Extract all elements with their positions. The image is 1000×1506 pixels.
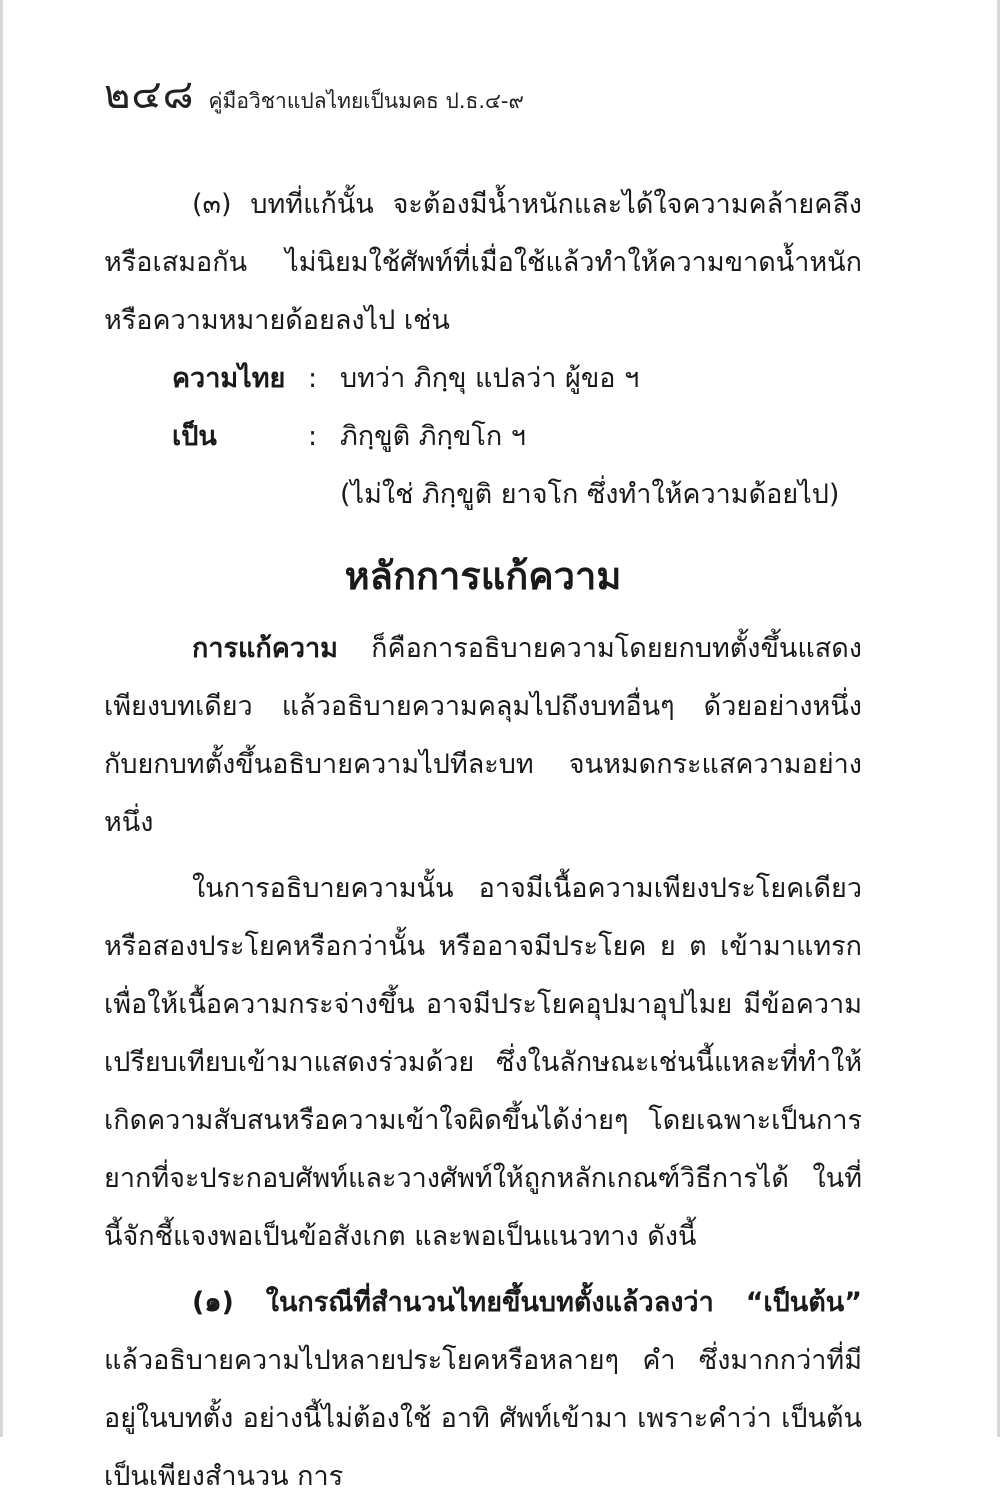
case-1-rule: (๑) ในกรณีที่สำนวนไทยขึ้นบทตั้งแล้วลงว่า “เป็นต้น” (192, 1287, 862, 1318)
example-term-pali: เป็น (172, 421, 217, 452)
book-page (104, 62, 862, 1506)
example-row-pali (172, 408, 862, 466)
paragraph-rule-3: (๓) บทที่แก้นั้น จะต้องมีน้ำหนักและได้ใจความคล้ายคลึงหรือเสมอกัน ไม่นิยมใช้ศัพท์ที่เมื่อใช้แล้วทำให้ความขาดน้ำหนัก หรือความหมายด้อยลงไป เช่น (104, 189, 862, 336)
example-block (104, 350, 862, 524)
definition-term: การแก้ความ (192, 633, 338, 664)
example-text-pali: ภิกฺขูติ ภิกฺขโก ฯ (340, 421, 526, 452)
definition-text: ก็คือการอธิบายความโดยยกบทตั้งขึ้นแสดงเพียงบทเดียว แล้วอธิบายความคลุมไปถึงบทอื่นๆ ด้วยอย่างหนึ่ง กับยกบทตั้งขึ้นอธิบายความไปทีละบท จนหมดกระแสความอย่างหนึ่ง (104, 633, 862, 838)
example-row-thai (172, 350, 862, 408)
section-heading: หลักการแก้ความ (344, 554, 622, 598)
book-title: คู่มือวิชาแปลไทยเป็นมคธ ป.ธ.๔-๙ (208, 89, 524, 113)
example-term-thai: ความไทย (172, 363, 286, 394)
example-colon: : (308, 421, 318, 452)
example-colon: : (308, 363, 318, 394)
paragraph-definition (104, 620, 862, 852)
paragraph-explanation: ในการอธิบายความนั้น อาจมีเนื้อความเพียงประโยคเดียว หรือสองประโยคหรือกว่านั้น หรืออาจมีประโยค ย ต เข้ามาแทรก เพื่อให้เนื้อความกระจ่างขึ้น อาจมีประโยคอุปมาอุปไมย มีข้อความเปรียบเทียบเข้ามาแสดงร่วมด้วย ซึ่งในลักษณะเช่นนี้แหละที่ทำให้เกิดความสับสนหรือความเข้าใจผิดขึ้นได้ง่ายๆ โดยเฉพาะเป็นการยากที่จะประกอบศัพท์และวางศัพท์ให้ถูกหลักเกณฑ์วิธีการได้ ในที่นี้จักชี้แจงพอเป็นข้อสังเกต และพอเป็นแนวทาง ดังนี้ (104, 873, 862, 1252)
page-header (104, 62, 862, 118)
page-number: ๒๔๘ (104, 72, 195, 118)
case-1-text: แล้วอธิบายความไปหลายประโยคหรือหลายๆ คำ ซึ่งมากกว่าที่มีอยู่ในบทตั้ง อย่างนี้ไม่ต้องใช้ อาทิ ศัพท์เข้ามา เพราะคำว่า เป็นต้นเป็นเพียงสำนวน การ (104, 1345, 862, 1492)
paragraph-case-1 (104, 1274, 862, 1506)
example-note: (ไม่ใช่ ภิกฺขูติ ยาจโก ซึ่งทำให้ความด้อยไป) (340, 479, 840, 510)
example-text-thai: บทว่า ภิกฺขุ แปลว่า ผู้ขอ ฯ (340, 363, 640, 394)
